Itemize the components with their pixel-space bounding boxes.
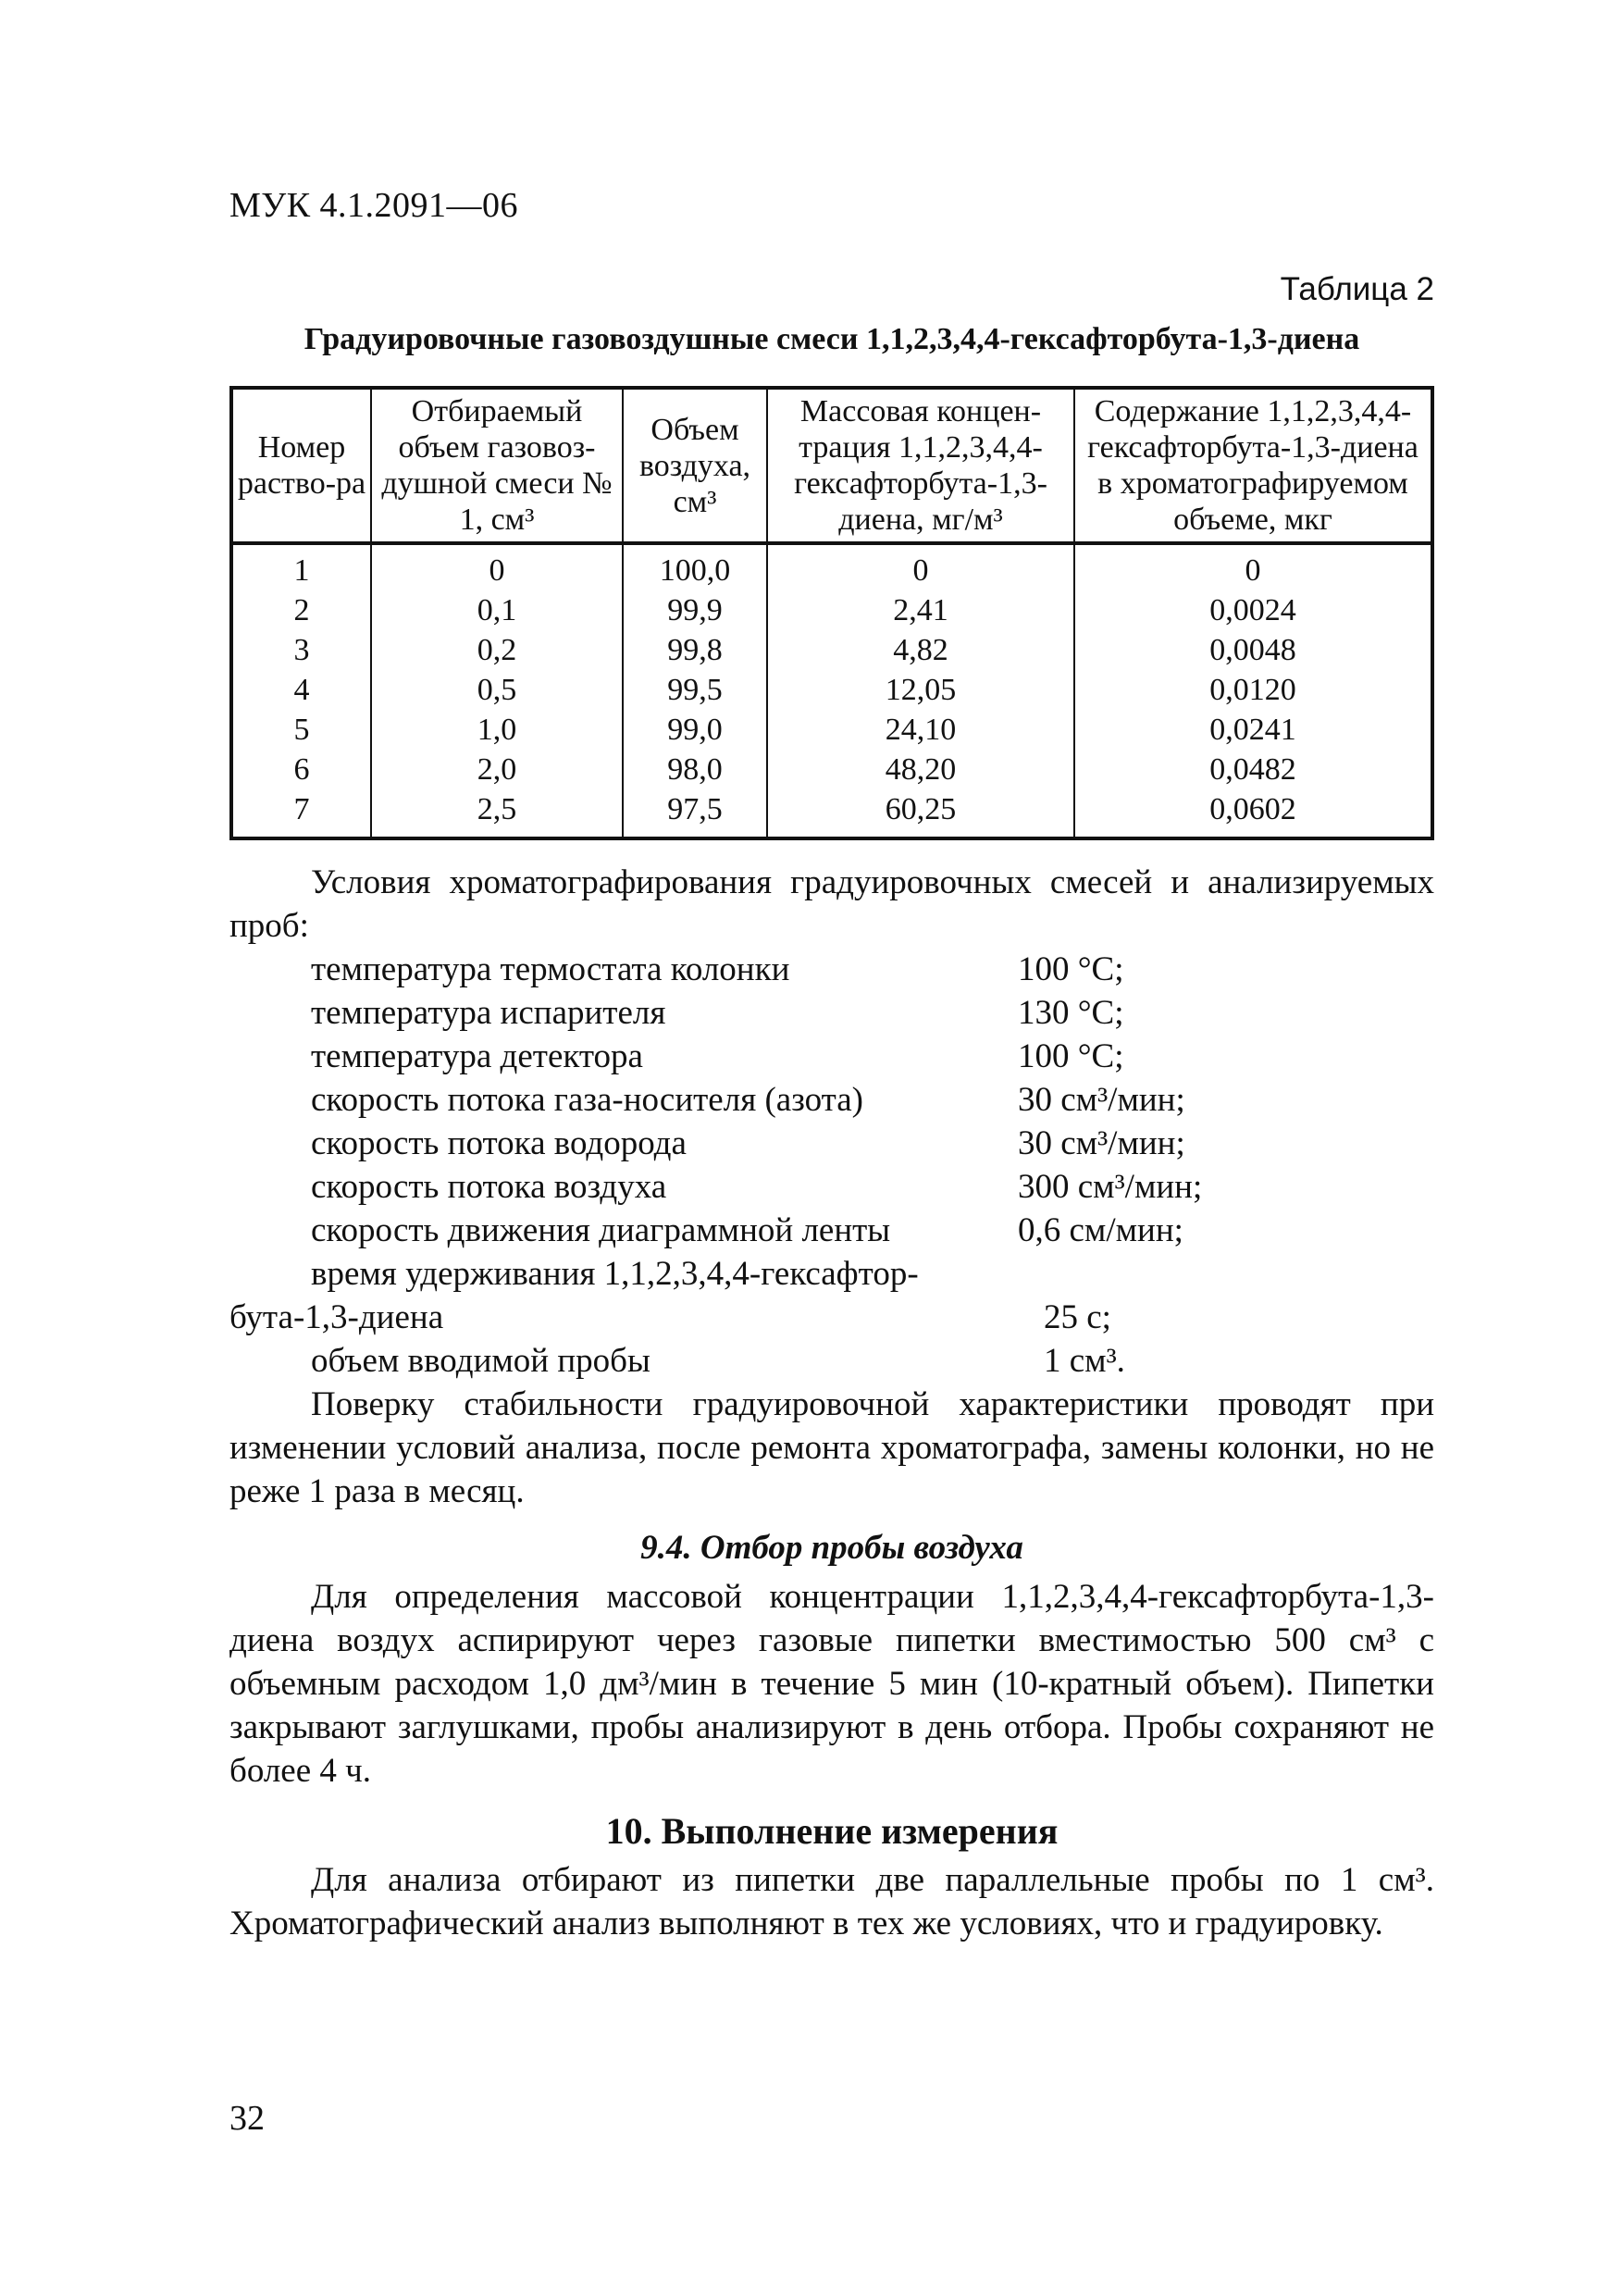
table-cell: 0,0241 xyxy=(1074,710,1432,750)
table-cell: 12,05 xyxy=(767,670,1074,710)
condition-row xyxy=(229,1078,1434,1122)
table-row xyxy=(231,750,1432,789)
header-cell: Отбираемый объем газовоз-душной смеси № 1, см³ xyxy=(371,388,623,543)
section-title: 9.4. Отбор пробы воздуха xyxy=(640,1529,1023,1567)
table-cell: 0,0120 xyxy=(1074,670,1432,710)
condition-label: температура испарителя xyxy=(311,994,666,1032)
condition-row xyxy=(229,1035,1434,1078)
table-cell: 0,5 xyxy=(371,670,623,710)
section-text: Для анализа отбирают из пипетки две параллельные пробы по 1 см³. Хроматографический анализ выполняют в тех же условиях, что и градуировку. xyxy=(229,1861,1434,1942)
table-cell: 60,25 xyxy=(767,789,1074,838)
table-cell: 97,5 xyxy=(623,789,767,838)
condition-row xyxy=(229,1252,1434,1339)
table-cell: 1,0 xyxy=(371,710,623,750)
condition-value: 300 см³/мин; xyxy=(1018,1168,1203,1206)
table-cell: 48,20 xyxy=(767,750,1074,789)
condition-row xyxy=(229,1209,1434,1252)
condition-value: 100 °C; xyxy=(1018,1037,1124,1075)
condition-label: объем вводимой пробы xyxy=(311,1342,650,1380)
table-cell: 0,0602 xyxy=(1074,789,1432,838)
header-cell: Массовая концен-трация 1,1,2,3,4,4-гексафторбута-1,3-диена, мг/м³ xyxy=(767,388,1074,543)
table-cell: 24,10 xyxy=(767,710,1074,750)
section-title: 10. Выполнение измерения xyxy=(605,1810,1059,1852)
table-cell: 99,0 xyxy=(623,710,767,750)
condition-label: скорость движения диаграммной ленты xyxy=(311,1211,891,1249)
condition-value: 30 см³/мин; xyxy=(1018,1081,1185,1119)
table-row xyxy=(231,789,1432,838)
condition-label: температура термостата колонки xyxy=(311,950,790,988)
table-cell: 98,0 xyxy=(623,750,767,789)
table-cell: 2,41 xyxy=(767,590,1074,630)
page-number: 32 xyxy=(229,2099,265,2138)
table-cell: 0 xyxy=(1074,543,1432,590)
table-cell: 5 xyxy=(231,710,371,750)
table-cell: 0,1 xyxy=(371,590,623,630)
condition-value: 130 °C; xyxy=(1018,994,1124,1032)
table-cell: 3 xyxy=(231,630,371,670)
condition-value: 100 °C; xyxy=(1018,950,1124,988)
condition-row xyxy=(229,1165,1434,1209)
header-cell: Номер раство-ра xyxy=(231,388,371,543)
table-cell: 0,0048 xyxy=(1074,630,1432,670)
header-cell: Объем воздуха, см³ xyxy=(623,388,767,543)
main-text xyxy=(229,861,1434,1945)
condition-value: 30 см³/мин; xyxy=(1018,1124,1185,1162)
table-cell: 1 xyxy=(231,543,371,590)
table-cell: 99,8 xyxy=(623,630,767,670)
table-cell: 2,5 xyxy=(371,789,623,838)
table-label: Таблица 2 xyxy=(1280,271,1434,307)
stability-note: Поверку стабильности градуировочной характеристики проводят при изменении условий анализа, после ремонта хроматографа, замены колонки, но не реже 1 раза в месяц. xyxy=(229,1385,1434,1510)
table-cell: 99,9 xyxy=(623,590,767,630)
condition-label: температура детектора xyxy=(311,1037,643,1075)
header-cell: Содержание 1,1,2,3,4,4-гексафторбута-1,3-диена в хроматографируемом объеме, мкг xyxy=(1074,388,1432,543)
table-row xyxy=(231,630,1432,670)
condition-label: скорость потока воздуха xyxy=(311,1168,667,1206)
table-cell: 0,2 xyxy=(371,630,623,670)
section-text: Для определения массовой концентрации 1,1,2,3,4,4-гексафторбута-1,3-диена воздух аспирируют через газовые пипетки вместимостью 500 см³ с объемным расходом 1,0 дм³/мин в течение 5 мин (10-кратный объем). Пипетки закрывают заглушками, пробы анализируют в день отбора. Пробы сохраняют не более 4 ч. xyxy=(229,1578,1434,1790)
table-cell: 0,0024 xyxy=(1074,590,1432,630)
condition-value: 1 см³. xyxy=(1044,1342,1125,1380)
table-cell: 0,0482 xyxy=(1074,750,1432,789)
table-title: Градуировочные газовоздушные смеси 1,1,2,3,4,4-гексафторбута-1,3-диена xyxy=(304,322,1360,356)
document-page xyxy=(229,0,1434,2296)
table-row xyxy=(231,543,1432,590)
table-row xyxy=(231,670,1432,710)
condition-value: 25 с; xyxy=(1044,1298,1111,1336)
table-cell: 4 xyxy=(231,670,371,710)
condition-row xyxy=(229,948,1434,991)
condition-row xyxy=(229,991,1434,1035)
table-cell: 2 xyxy=(231,590,371,630)
table-cell: 99,5 xyxy=(623,670,767,710)
condition-value: 0,6 см/мин; xyxy=(1018,1211,1183,1249)
calibration-table xyxy=(229,386,1434,840)
condition-label: время удерживания 1,1,2,3,4,4-гексафтор-бута-1,3-диена xyxy=(229,1255,919,1336)
table-cell: 0 xyxy=(371,543,623,590)
table-cell: 6 xyxy=(231,750,371,789)
table-cell: 100,0 xyxy=(623,543,767,590)
table-row xyxy=(231,710,1432,750)
conditions-intro: Условия хроматографирования градуировочных смесей и анализируемых проб: xyxy=(229,863,1434,945)
document-header: МУК 4.1.2091—06 xyxy=(229,186,519,225)
table-cell: 2,0 xyxy=(371,750,623,789)
condition-label: скорость потока водорода xyxy=(311,1124,687,1162)
table-cell: 0 xyxy=(767,543,1074,590)
condition-row xyxy=(229,1122,1434,1165)
table-row xyxy=(231,590,1432,630)
condition-label: скорость потока газа-носителя (азота) xyxy=(311,1081,863,1119)
table-cell: 4,82 xyxy=(767,630,1074,670)
table-header-row xyxy=(231,388,1432,543)
table-cell: 7 xyxy=(231,789,371,838)
condition-row xyxy=(229,1339,1434,1383)
